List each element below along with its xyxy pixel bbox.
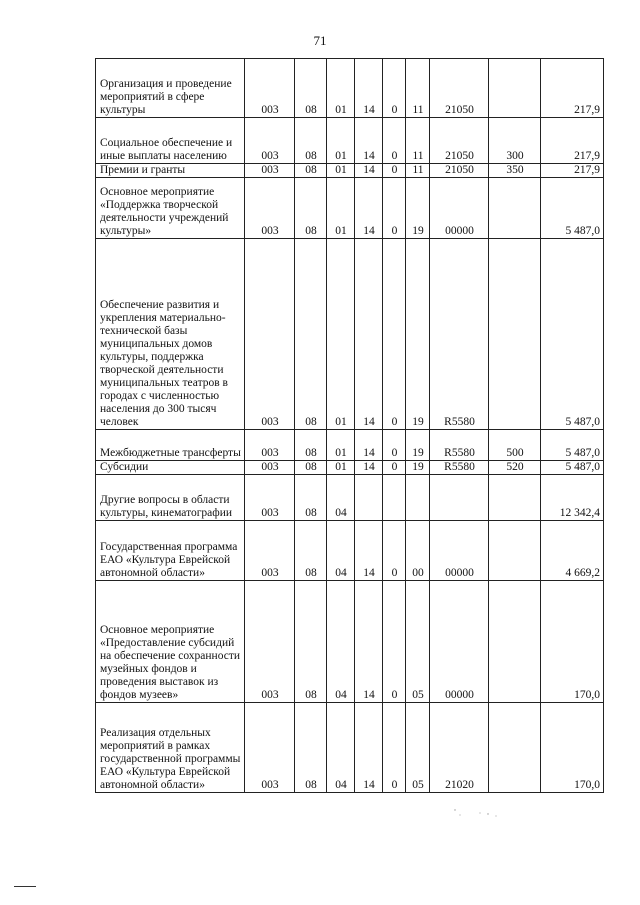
row-name: Субсидии bbox=[96, 461, 245, 475]
expense-type-code: 520 bbox=[489, 461, 541, 475]
subprogram-code bbox=[383, 475, 406, 521]
subsection-code: 04 bbox=[327, 521, 355, 581]
subsection-code: 01 bbox=[327, 430, 355, 461]
direction-code: 21020 bbox=[430, 703, 489, 793]
subsection-code: 01 bbox=[327, 178, 355, 239]
section-code: 08 bbox=[295, 521, 327, 581]
subprogram-code: 0 bbox=[383, 703, 406, 793]
row-name: Организация и проведение мероприятий в сфере культуры bbox=[96, 59, 245, 118]
admin-code: 003 bbox=[245, 581, 295, 703]
expense-type-code bbox=[489, 581, 541, 703]
row-name: Основное мероприятие «Предоставление субсидий на обеспечение сохранности музейных фондов и проведения выставок из фондов музеев» bbox=[96, 581, 245, 703]
section-code: 08 bbox=[295, 59, 327, 118]
direction-code: 00000 bbox=[430, 178, 489, 239]
admin-code: 003 bbox=[245, 521, 295, 581]
subprogram-code: 0 bbox=[383, 239, 406, 430]
expense-type-code bbox=[489, 703, 541, 793]
table-row bbox=[96, 430, 604, 461]
subsection-code: 01 bbox=[327, 59, 355, 118]
subprogram-code: 0 bbox=[383, 430, 406, 461]
amount: 217,9 bbox=[541, 59, 604, 118]
section-code: 08 bbox=[295, 461, 327, 475]
event-code: 11 bbox=[406, 118, 430, 164]
program-code: 14 bbox=[355, 430, 383, 461]
event-code bbox=[406, 475, 430, 521]
scan-speck bbox=[459, 814, 460, 815]
amount: 4 669,2 bbox=[541, 521, 604, 581]
row-name: Основное мероприятие «Поддержка творческой деятельности учреждений культуры» bbox=[96, 178, 245, 239]
table-row bbox=[96, 581, 604, 703]
amount: 217,9 bbox=[541, 118, 604, 164]
expense-type-code: 350 bbox=[489, 164, 541, 178]
admin-code: 003 bbox=[245, 239, 295, 430]
subprogram-code: 0 bbox=[383, 461, 406, 475]
subprogram-code: 0 bbox=[383, 164, 406, 178]
direction-code: R5580 bbox=[430, 461, 489, 475]
scan-speck bbox=[495, 815, 496, 816]
direction-code: 21050 bbox=[430, 164, 489, 178]
expense-type-code: 300 bbox=[489, 118, 541, 164]
section-code: 08 bbox=[295, 178, 327, 239]
subsection-code: 01 bbox=[327, 164, 355, 178]
subsection-code: 01 bbox=[327, 461, 355, 475]
subsection-code: 01 bbox=[327, 239, 355, 430]
admin-code: 003 bbox=[245, 118, 295, 164]
subsection-code: 04 bbox=[327, 703, 355, 793]
amount: 5 487,0 bbox=[541, 461, 604, 475]
subsection-code: 04 bbox=[327, 581, 355, 703]
subprogram-code: 0 bbox=[383, 59, 406, 118]
section-code: 08 bbox=[295, 118, 327, 164]
table-row bbox=[96, 59, 604, 118]
subsection-code: 04 bbox=[327, 475, 355, 521]
admin-code: 003 bbox=[245, 703, 295, 793]
direction-code: 21050 bbox=[430, 118, 489, 164]
table-row bbox=[96, 239, 604, 430]
row-name: Реализация отдельных мероприятий в рамках государственной программы ЕАО «Культура Еврейской автономной области» bbox=[96, 703, 245, 793]
event-code: 19 bbox=[406, 461, 430, 475]
admin-code: 003 bbox=[245, 430, 295, 461]
expense-type-code: 500 bbox=[489, 430, 541, 461]
amount: 170,0 bbox=[541, 581, 604, 703]
amount: 170,0 bbox=[541, 703, 604, 793]
expense-type-code bbox=[489, 239, 541, 430]
row-name: Социальное обеспечение и иные выплаты населению bbox=[96, 118, 245, 164]
scan-specks bbox=[452, 806, 502, 820]
event-code: 19 bbox=[406, 239, 430, 430]
event-code: 05 bbox=[406, 703, 430, 793]
table-row bbox=[96, 178, 604, 239]
table-row bbox=[96, 703, 604, 793]
budget-table bbox=[95, 58, 604, 793]
event-code: 05 bbox=[406, 581, 430, 703]
admin-code: 003 bbox=[245, 475, 295, 521]
section-code: 08 bbox=[295, 164, 327, 178]
admin-code: 003 bbox=[245, 461, 295, 475]
section-code: 08 bbox=[295, 239, 327, 430]
expense-type-code bbox=[489, 59, 541, 118]
direction-code: 21050 bbox=[430, 59, 489, 118]
event-code: 19 bbox=[406, 178, 430, 239]
subprogram-code: 0 bbox=[383, 178, 406, 239]
program-code: 14 bbox=[355, 118, 383, 164]
program-code: 14 bbox=[355, 521, 383, 581]
program-code bbox=[355, 475, 383, 521]
section-code: 08 bbox=[295, 703, 327, 793]
direction-code: 00000 bbox=[430, 581, 489, 703]
program-code: 14 bbox=[355, 164, 383, 178]
scan-speck bbox=[479, 812, 480, 813]
amount: 5 487,0 bbox=[541, 430, 604, 461]
admin-code: 003 bbox=[245, 59, 295, 118]
amount: 12 342,4 bbox=[541, 475, 604, 521]
amount: 5 487,0 bbox=[541, 178, 604, 239]
expense-type-code bbox=[489, 521, 541, 581]
footer-rule bbox=[14, 886, 36, 887]
program-code: 14 bbox=[355, 178, 383, 239]
direction-code: R5580 bbox=[430, 430, 489, 461]
row-name: Государственная программа ЕАО «Культура Еврейской автономной области» bbox=[96, 521, 245, 581]
table-row bbox=[96, 118, 604, 164]
subsection-code: 01 bbox=[327, 118, 355, 164]
direction-code: 00000 bbox=[430, 521, 489, 581]
expense-type-code bbox=[489, 178, 541, 239]
row-name: Межбюджетные трансферты bbox=[96, 430, 245, 461]
amount: 217,9 bbox=[541, 164, 604, 178]
admin-code: 003 bbox=[245, 178, 295, 239]
program-code: 14 bbox=[355, 239, 383, 430]
row-name: Премии и гранты bbox=[96, 164, 245, 178]
row-name: Обеспечение развития и укрепления материально-технической базы муниципальных домов культуры, поддержка творческой деятельности муниципальных театров в городах с численностью населения до 300 тысяч человек bbox=[96, 239, 245, 430]
table-row bbox=[96, 164, 604, 178]
section-code: 08 bbox=[295, 581, 327, 703]
table-row bbox=[96, 475, 604, 521]
direction-code: R5580 bbox=[430, 239, 489, 430]
program-code: 14 bbox=[355, 461, 383, 475]
expense-type-code bbox=[489, 475, 541, 521]
subprogram-code: 0 bbox=[383, 521, 406, 581]
event-code: 11 bbox=[406, 59, 430, 118]
section-code: 08 bbox=[295, 475, 327, 521]
program-code: 14 bbox=[355, 59, 383, 118]
budget-table-body bbox=[96, 59, 604, 793]
scan-speck bbox=[454, 809, 455, 810]
section-code: 08 bbox=[295, 430, 327, 461]
subprogram-code: 0 bbox=[383, 118, 406, 164]
program-code: 14 bbox=[355, 703, 383, 793]
event-code: 19 bbox=[406, 430, 430, 461]
admin-code: 003 bbox=[245, 164, 295, 178]
scan-speck bbox=[487, 813, 488, 814]
program-code: 14 bbox=[355, 581, 383, 703]
page-number: 71 bbox=[313, 33, 327, 48]
table-row bbox=[96, 461, 604, 475]
table-row bbox=[96, 521, 604, 581]
event-code: 00 bbox=[406, 521, 430, 581]
direction-code bbox=[430, 475, 489, 521]
subprogram-code: 0 bbox=[383, 581, 406, 703]
row-name: Другие вопросы в области культуры, кинематографии bbox=[96, 475, 245, 521]
event-code: 11 bbox=[406, 164, 430, 178]
amount: 5 487,0 bbox=[541, 239, 604, 430]
